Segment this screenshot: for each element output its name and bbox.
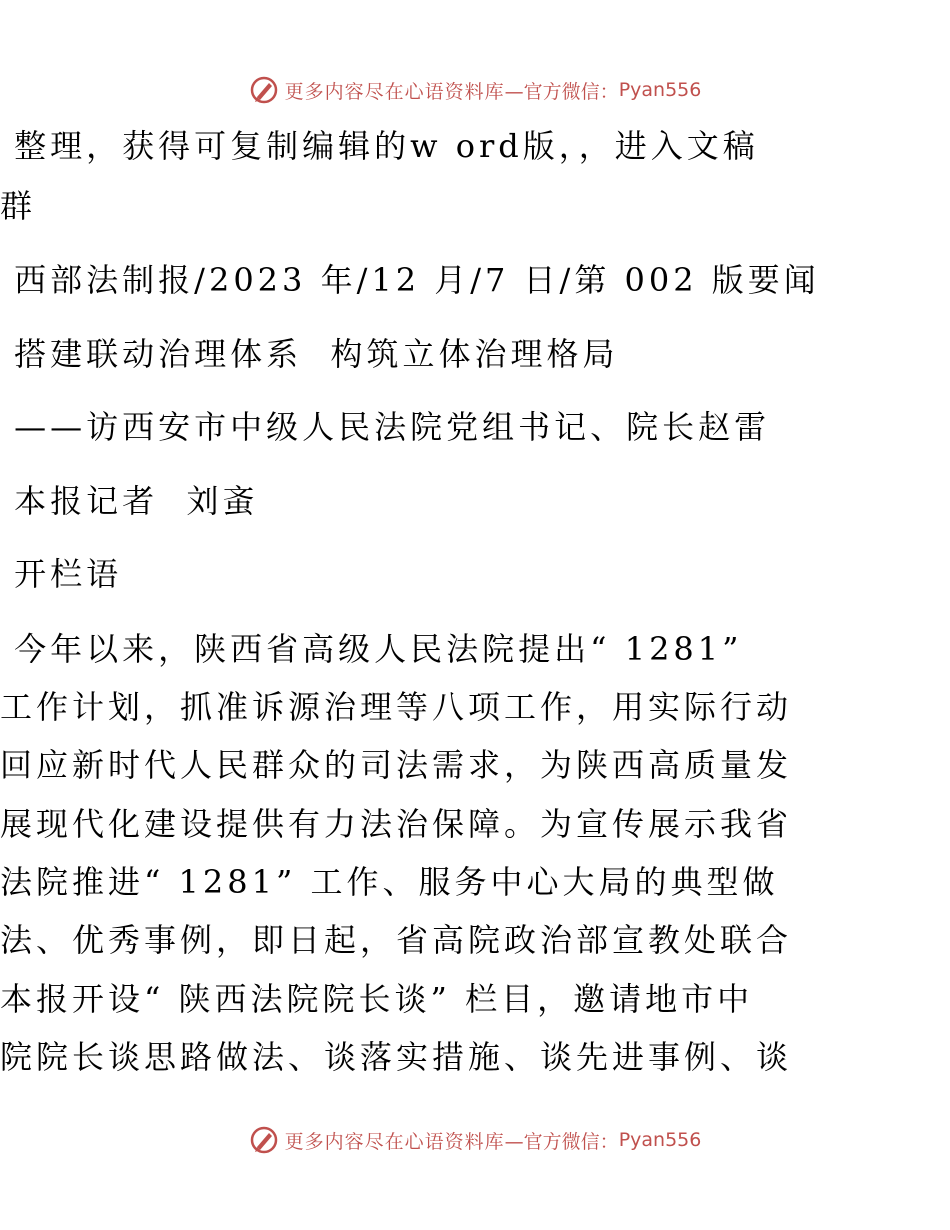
watermark-text: 更多内容尽在心语资料库: [284, 1130, 505, 1153]
text-line: 今年以来，陕西省高级人民法院提出“ 1281”: [0, 630, 743, 668]
text-line: 西部法制报/2023 年/12 月/7 日/第 002 版要闻: [0, 261, 820, 299]
watermark-text: 更多内容尽在心语资料库: [284, 80, 505, 103]
watermark-separator: —官方微信：: [504, 80, 619, 103]
text-line: 展现代化建设提供有力法治保障。为宣传展示我省: [0, 805, 793, 843]
pen-logo-icon: [249, 75, 279, 105]
header-watermark: [0, 70, 950, 110]
text-line: 本报开设“ 陕西法院院长谈” 栏目，邀请地市中: [0, 980, 754, 1018]
text-line: 法、优秀事例，即日起，省高院政治部宣教处联合: [0, 921, 793, 959]
text-line: 本报记者 刘蚉: [0, 482, 259, 520]
text-line: 搭建联动治理体系 构筑立体治理格局: [0, 335, 619, 373]
footer-watermark: [0, 1120, 950, 1160]
watermark-wechat-id: Pyan556: [618, 1129, 702, 1151]
text-line: 开栏语: [0, 555, 123, 593]
text-line: 群: [0, 187, 37, 225]
text-line: 法院推进“ 1281” 工作、服务中心大局的典型做: [0, 863, 779, 901]
text-line: 整理，获得可复制编辑的w ord版，，进入文稿: [0, 127, 759, 165]
text-line: 回应新时代人民群众的司法需求，为陕西高质量发: [0, 746, 793, 784]
pen-logo-icon: [249, 1125, 279, 1155]
text-line: 工作计划，抓准诉源治理等八项工作，用实际行动: [0, 688, 793, 726]
text-line: 院院长谈思路做法、谈落实措施、谈先进事例、谈: [0, 1038, 793, 1076]
watermark-separator: —官方微信：: [504, 1130, 619, 1153]
watermark-wechat-id: Pyan556: [618, 79, 702, 101]
text-line: ——访西安市中级人民法院党组书记、院长赵雷: [0, 408, 771, 446]
